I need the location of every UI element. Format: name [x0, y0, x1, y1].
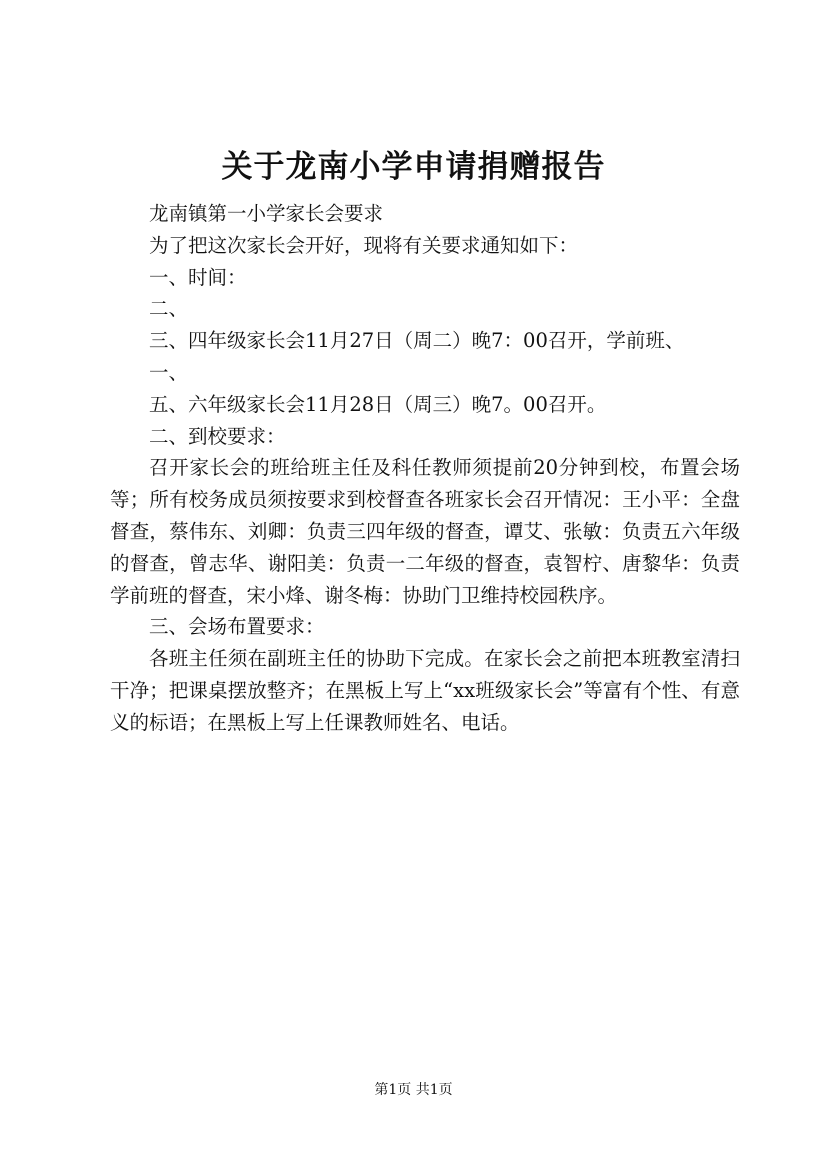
paragraph-item-one: 一、	[149, 360, 189, 384]
paragraph-grade-five-six: 五、六年级家长会11月28日（周三）晚7。00召开。	[149, 392, 607, 416]
paragraph-venue-heading: 三、会场布置要求：	[149, 615, 325, 639]
paragraph-venue-details: 各班主任须在副班主任的协助下完成。在家长会之前把本班教室清扫干净；把课桌摆放整齐；在黑板上写上“xx班级家长会”等富有个性、有意义的标语；在黑板上写上任课教师姓名、电话。	[110, 647, 740, 734]
document-title: 关于龙南小学申请捐赠报告	[221, 149, 606, 185]
page-number-footer: 第1页 共1页	[374, 1082, 453, 1098]
paragraph-item-two: 二、	[149, 297, 189, 321]
paragraph-arrival-heading: 二、到校要求：	[149, 424, 286, 448]
paragraph-time-heading: 一、时间：	[149, 265, 247, 289]
paragraph-intro: 为了把这次家长会开好，现将有关要求通知如下：	[149, 233, 579, 257]
paragraph-grade-three-four: 三、四年级家长会11月27日（周二）晚7：00召开，学前班、	[149, 329, 685, 353]
paragraph-school-notice: 龙南镇第一小学家长会要求	[149, 202, 384, 225]
document-body	[110, 198, 740, 739]
paragraph-arrival-details: 召开家长会的班给班主任及科任教师须提前20分钟到校，布置会场等；所有校务成员须按要求到校督查各班家长会召开情况：王小平：全盘督查，蔡伟东、刘卿：负责三四年级的督查，谭艾、张敏：负责五六年级的督查，曾志华、谢阳美：负责一二年级的督查，袁智柠、唐黎华：负责学前班的督查，宋小烽、谢冬梅：协助门卫维持校园秩序。	[110, 456, 740, 607]
